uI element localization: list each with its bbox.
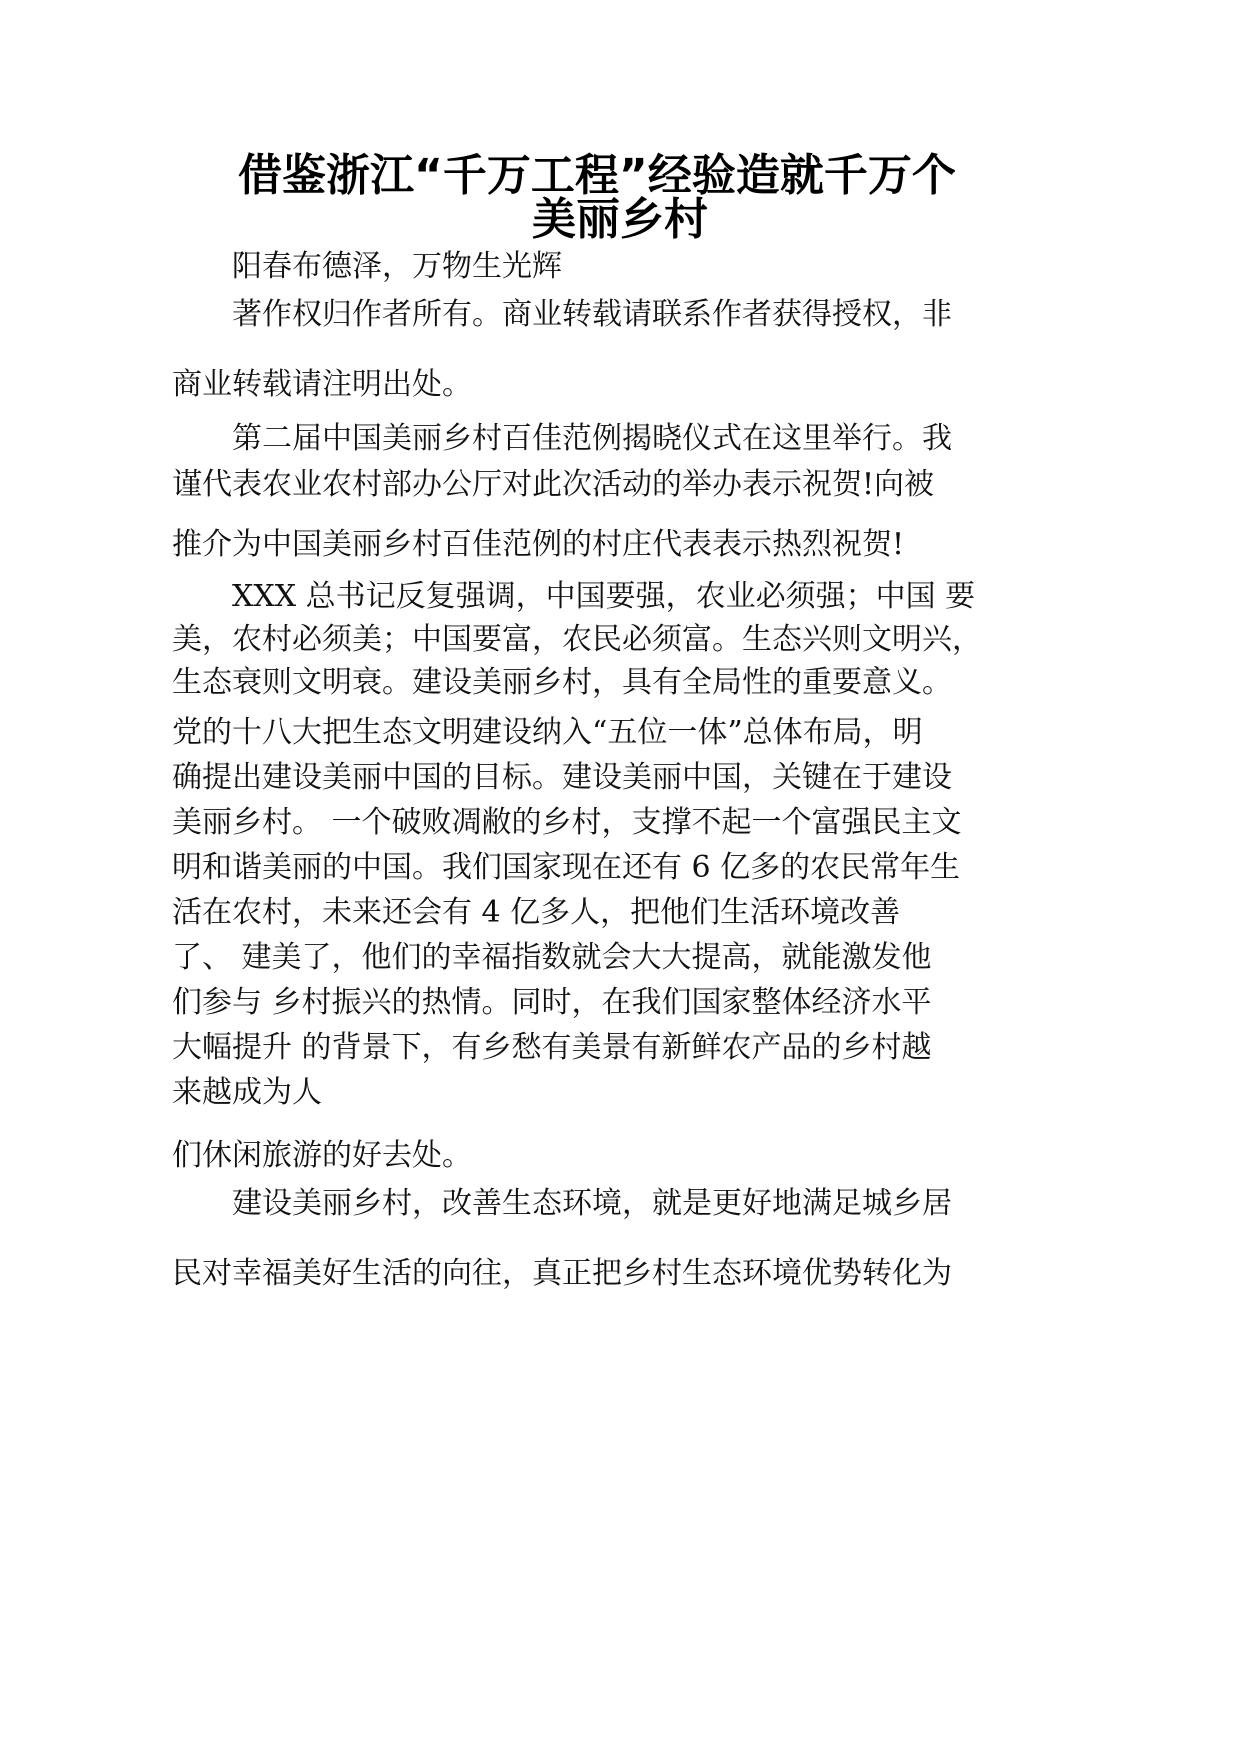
copyright-line-2: 商业转载请注明出处。 xyxy=(172,367,472,402)
paragraph-2-line-12: 来越成为人 xyxy=(172,1075,322,1110)
document-title-line-2: 美丽乡村 xyxy=(532,194,708,245)
paragraph-2-line-5: 确提出建设美丽中国的目标。建设美丽中国，关键在于建设 xyxy=(172,760,952,795)
paragraph-2-line-4: 党的十八大把生态文明建设纳入“五位一体”总体布局，明 xyxy=(172,715,923,750)
paragraph-2-line-2: 美，农村必须美；中国要富，农民必须富。生态兴则文明兴， xyxy=(172,622,982,657)
paragraph-2-line-10: 们参与 乡村振兴的热情。同时，在我们国家整体经济水平 xyxy=(172,985,932,1020)
copyright-line-1: 著作权归作者所有。商业转载请联系作者获得授权，非 xyxy=(232,297,952,332)
document-title-line-1: 借鉴浙江“千万工程”经验造就千万个 xyxy=(238,150,956,201)
paragraph-2-line-11: 大幅提升 的背景下，有乡愁有美景有新鲜农产品的乡村越 xyxy=(172,1030,932,1065)
paragraph-2-line-3: 生态衰则文明衰。建设美丽乡村，具有全局性的重要意义。 xyxy=(172,665,952,700)
paragraph-1-line-3: 推介为中国美丽乡村百佳范例的村庄代表表示热烈祝贺! xyxy=(172,527,905,562)
paragraph-2-line-9: 了、 建美了，他们的幸福指数就会大大提高，就能激发他 xyxy=(172,940,932,975)
paragraph-2-line-7: 明和谐美丽的中国。我们国家现在还有 6 亿多的农民常年生 xyxy=(172,850,961,885)
paragraph-2-line-13: 们休闲旅游的好去处。 xyxy=(172,1138,472,1173)
byline: 阳春布德泽，万物生光辉 xyxy=(232,249,562,284)
paragraph-1-line-2: 谨代表农业农村部办公厅对此次活动的举办表示祝贺!向被 xyxy=(172,467,935,502)
paragraph-3-line-2: 民对幸福美好生活的向往，真正把乡村生态环境优势转化为 xyxy=(172,1256,952,1291)
paragraph-2-line-6: 美丽乡村。 一个破败凋敝的乡村，支撑不起一个富强民主文 xyxy=(172,805,962,840)
paragraph-2-line-1: XXX 总书记反复强调，中国要强，农业必须强；中国 要 xyxy=(232,579,976,614)
paragraph-1-line-1: 第二届中国美丽乡村百佳范例揭晓仪式在这里举行。我 xyxy=(232,421,952,456)
paragraph-3-line-1: 建设美丽乡村，改善生态环境，就是更好地满足城乡居 xyxy=(232,1186,952,1221)
paragraph-2-line-8: 活在农村，未来还会有 4 亿多人，把他们生活环境改善 xyxy=(172,895,901,930)
